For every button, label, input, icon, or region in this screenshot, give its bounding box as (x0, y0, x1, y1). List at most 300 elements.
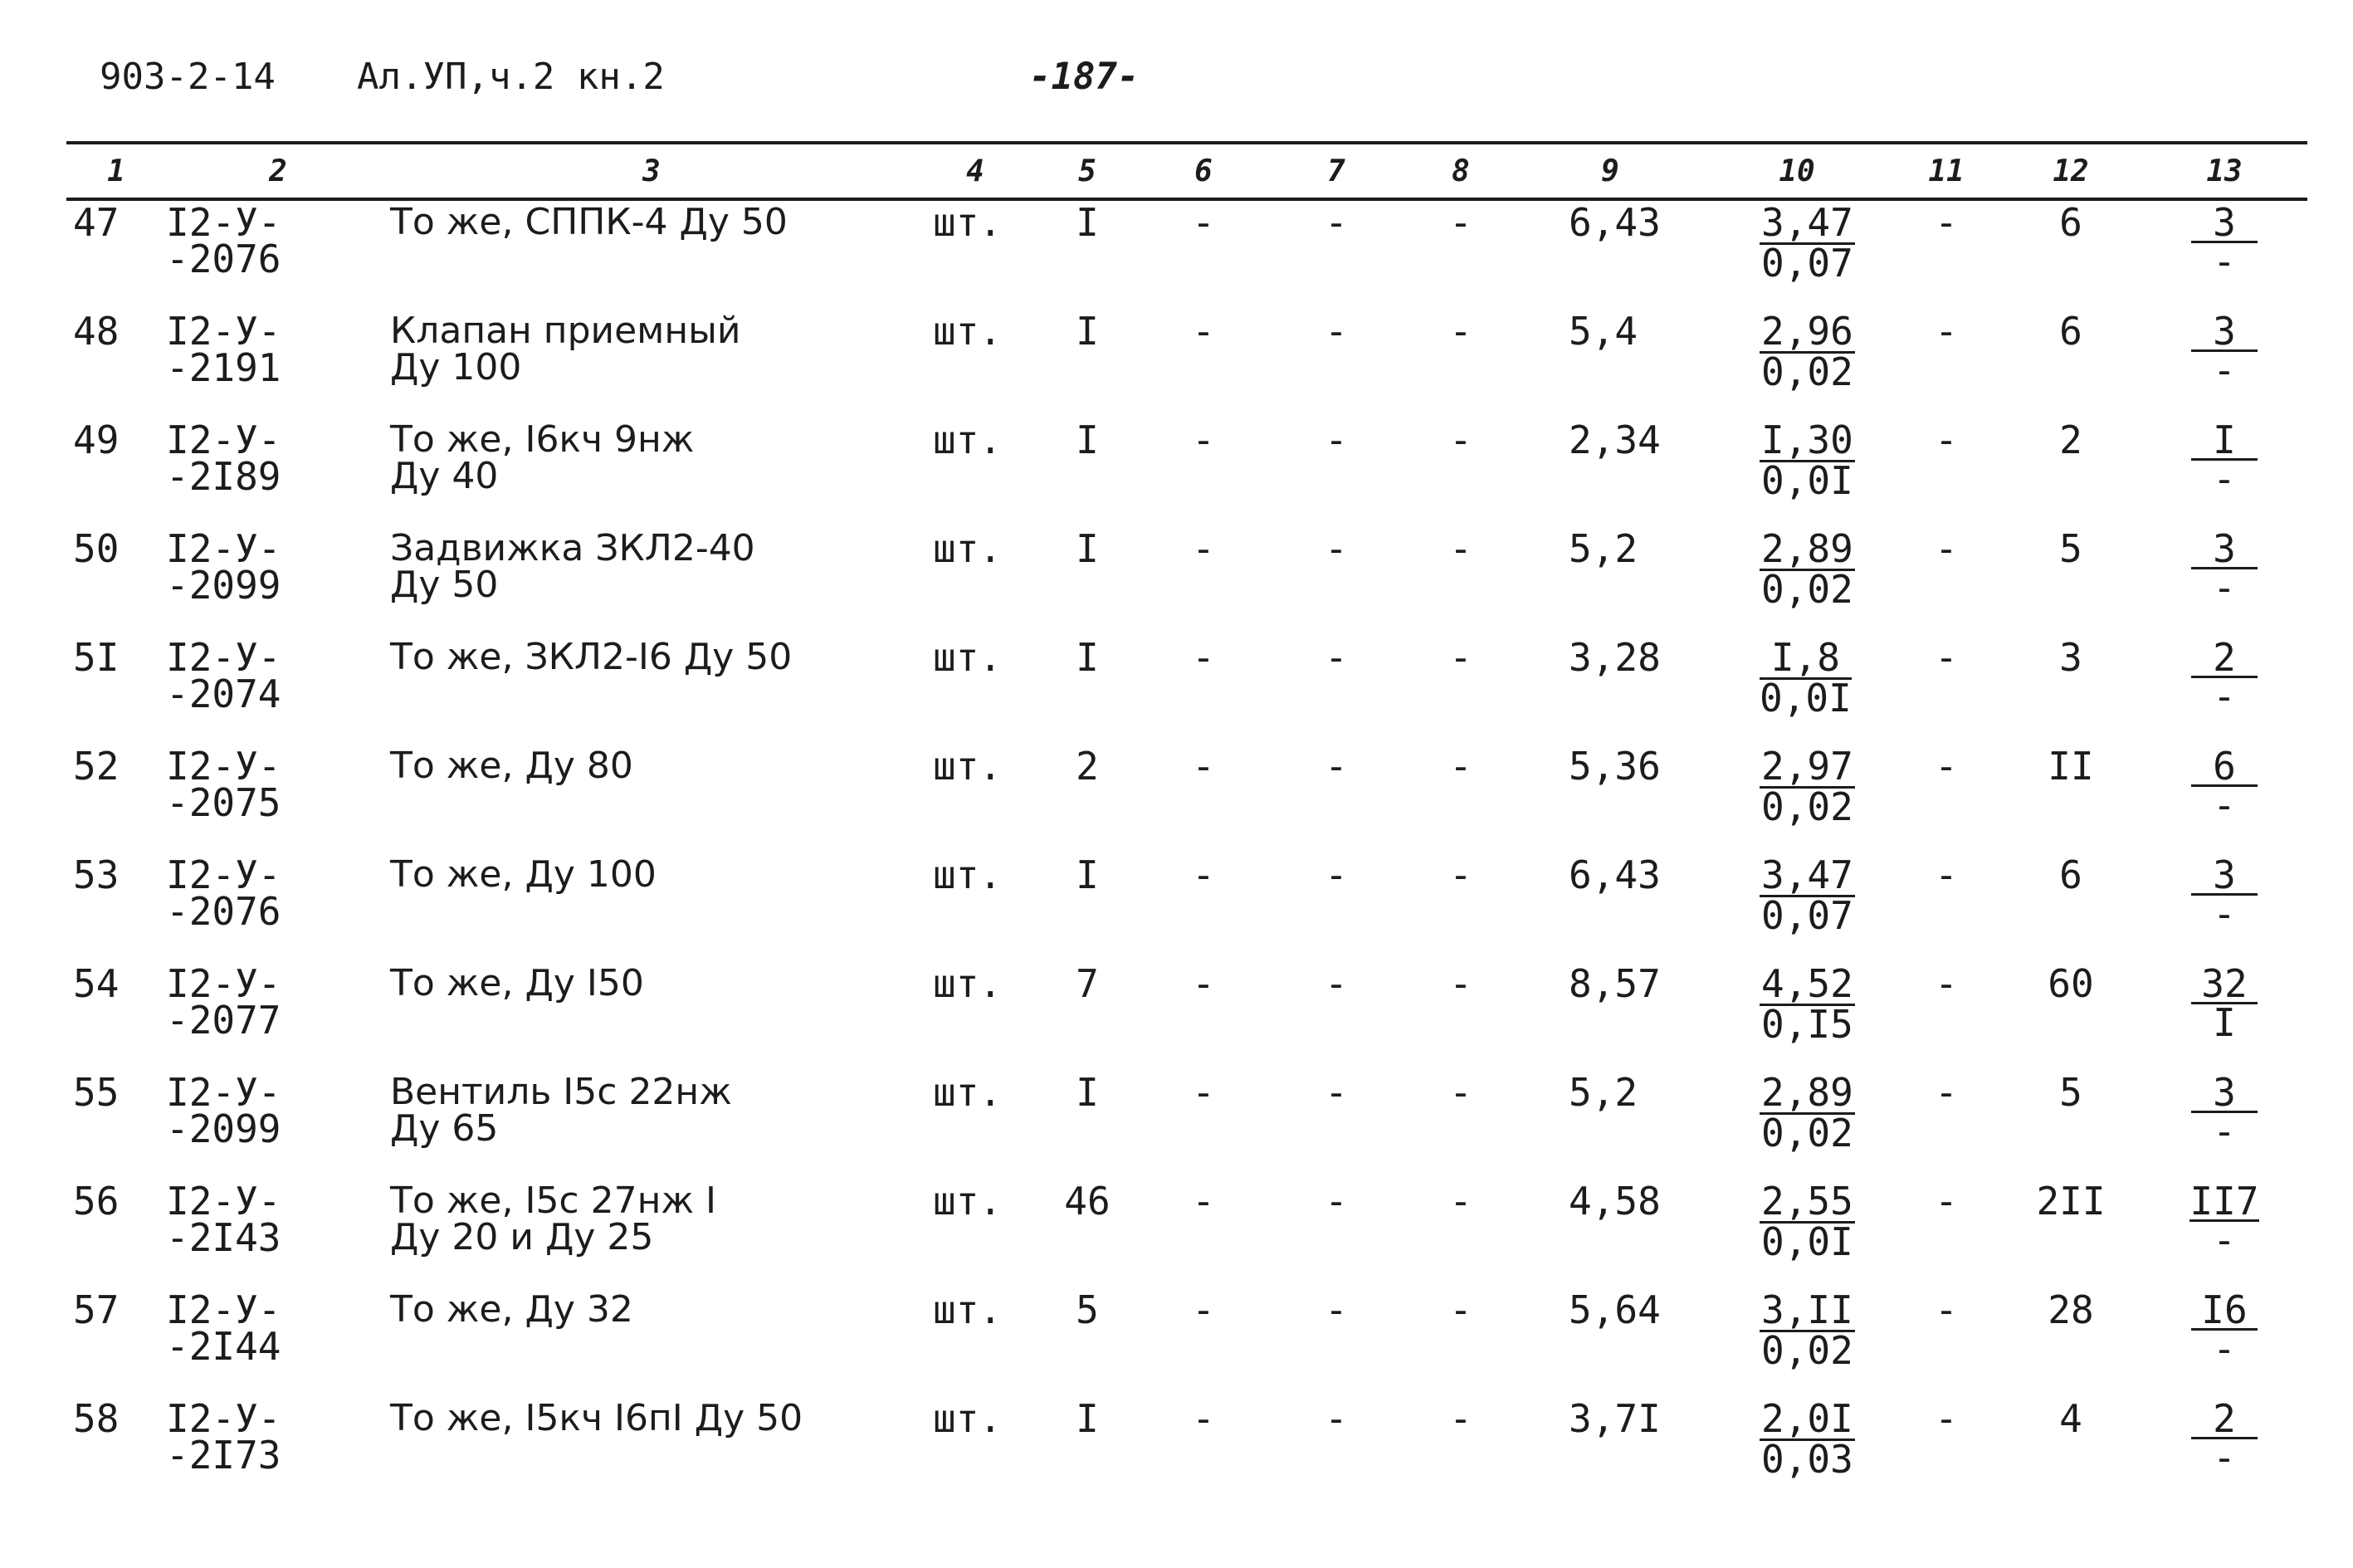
table-row (66, 1392, 2307, 1501)
fraction-denominator: - (2213, 1109, 2236, 1154)
fraction (1760, 852, 1855, 938)
item-name-line-2: Ду 100 (390, 346, 522, 388)
column-7-value: - (1325, 418, 1348, 462)
specification-table (66, 146, 2307, 1501)
price-code-line-1: I2-У- (166, 961, 281, 1006)
column-11-value: - (1935, 1396, 1958, 1441)
price-code-line-2: -2076 (166, 889, 281, 934)
fraction-denominator: 0,0I (1761, 1219, 1853, 1264)
price-code-line-2: -2099 (166, 1106, 281, 1151)
price-code (166, 1066, 390, 1175)
column-7-value: - (1325, 1287, 1348, 1332)
price-code-line-1: I2-У- (166, 1396, 281, 1441)
column-header-13: 13 (2206, 154, 2243, 188)
column-12-value: II (2048, 744, 2094, 789)
quantity: I (1076, 852, 1099, 897)
fraction-denominator: 0,0I (1761, 458, 1853, 503)
unit: шт. (933, 744, 1003, 789)
fraction-denominator: 0,03 (1761, 1437, 1853, 1482)
item-name-line-2: Ду 20 и Ду 25 (390, 1216, 654, 1258)
fraction (2191, 309, 2258, 393)
price-code (166, 1175, 390, 1283)
column-6-value: - (1192, 1070, 1215, 1115)
column-9-value: 5,2 (1569, 526, 1638, 571)
fraction-numerator: 3 (2191, 1074, 2258, 1113)
column-11-value: - (1935, 961, 1958, 1006)
column-6-value: - (1192, 309, 1215, 354)
fraction (1760, 961, 1855, 1047)
header-top-rule (66, 141, 2307, 144)
fraction-numerator: I (2191, 422, 2258, 461)
quantity: I (1076, 1070, 1099, 1115)
fraction (1760, 200, 1855, 286)
column-7-value: - (1325, 852, 1348, 897)
column-6-value: - (1192, 852, 1215, 897)
fraction (1760, 744, 1855, 829)
fraction (2191, 418, 2258, 501)
item-name (390, 631, 913, 740)
column-13-fraction (2141, 957, 2307, 1066)
column-12-value: 6 (2059, 852, 2082, 897)
column-6-value: - (1192, 744, 1215, 789)
price-code (166, 522, 390, 631)
price-code (166, 631, 390, 740)
column-8-value: - (1449, 1179, 1472, 1224)
column-7-value: - (1325, 1396, 1348, 1441)
item-name-line-1: То же, I5с 27нж I (390, 1180, 716, 1222)
column-12-value: 6 (2059, 309, 2082, 354)
fraction-denominator: - (2213, 891, 2236, 936)
fraction-denominator: - (2213, 565, 2236, 610)
column-8-value: - (1449, 418, 1472, 462)
fraction-numerator: I,30 (1761, 418, 1853, 462)
column-6-value: - (1192, 961, 1215, 1006)
price-code-line-1: I2-У- (166, 1179, 281, 1224)
column-10-fraction (1701, 196, 1892, 305)
column-12-value: 4 (2059, 1396, 2082, 1441)
column-header-3: 3 (642, 154, 661, 188)
column-12-value: 28 (2048, 1287, 2094, 1332)
item-name (390, 413, 913, 522)
fraction-denominator: 0,02 (1761, 1328, 1853, 1373)
column-13-fraction (2141, 522, 2307, 631)
price-code (166, 740, 390, 848)
item-name (390, 522, 913, 631)
row-number: 53 (73, 852, 120, 897)
column-11-value: - (1935, 1287, 1958, 1332)
table-row (66, 1066, 2307, 1175)
row-number: 57 (73, 1287, 120, 1332)
fraction-numerator: II7 (2189, 1179, 2259, 1224)
column-7-value: - (1325, 309, 1348, 354)
column-7-value: - (1325, 1179, 1348, 1224)
row-number: 48 (73, 309, 120, 354)
fraction-numerator: I6 (2191, 1292, 2258, 1331)
fraction-numerator: 6 (2191, 748, 2258, 787)
fraction (1760, 1179, 1855, 1264)
price-code (166, 196, 390, 305)
column-header-7: 7 (1327, 154, 1345, 188)
column-8-value: - (1449, 309, 1472, 354)
unit: шт. (933, 200, 1003, 245)
column-13-fraction (2141, 1175, 2307, 1283)
fraction-numerator: I,8 (1760, 639, 1852, 680)
column-11-value: - (1935, 852, 1958, 897)
column-10-fraction (1701, 957, 1892, 1066)
unit: шт. (933, 1396, 1003, 1441)
row-number: 56 (73, 1179, 120, 1224)
column-6-value: - (1192, 418, 1215, 462)
column-11-value: - (1935, 1070, 1958, 1115)
fraction-numerator: 2,0I (1761, 1396, 1853, 1441)
column-11-value: - (1935, 526, 1958, 571)
item-name-line-1: То же, Ду 80 (390, 745, 633, 787)
column-10-fraction (1701, 740, 1892, 848)
fraction-denominator: 0,I5 (1761, 1002, 1853, 1047)
fraction (1760, 1287, 1855, 1373)
column-7-value: - (1325, 200, 1348, 245)
price-code-line-2: -2I43 (166, 1215, 281, 1260)
unit: шт. (933, 852, 1003, 897)
price-code-line-1: I2-У- (166, 1070, 281, 1115)
column-10-fraction (1701, 1175, 1892, 1283)
fraction-denominator: 0,0I (1760, 676, 1852, 720)
row-number: 54 (73, 961, 120, 1006)
fraction-numerator: 3,II (1761, 1287, 1853, 1332)
fraction-denominator: 0,07 (1761, 893, 1853, 938)
price-code-line-1: I2-У- (166, 526, 281, 571)
column-11-value: - (1935, 200, 1958, 245)
fraction-denominator: - (2213, 1326, 2236, 1371)
price-code-line-1: I2-У- (166, 309, 281, 354)
column-13-fraction (2141, 196, 2307, 305)
column-13-fraction (2141, 631, 2307, 740)
fraction (2191, 526, 2258, 610)
fraction-numerator: 3 (2191, 204, 2258, 243)
price-code-line-2: -2I73 (166, 1433, 281, 1478)
fraction-numerator: 2 (2191, 1400, 2258, 1439)
album-reference: Ал.УП,ч.2 кн.2 (357, 56, 665, 98)
fraction (2191, 852, 2258, 936)
item-name-line-1: То же, Ду 100 (390, 853, 657, 896)
price-code (166, 305, 390, 413)
price-code-line-2: -2I89 (166, 454, 281, 499)
column-9-value: 4,58 (1569, 1179, 1661, 1224)
row-number: 58 (73, 1396, 120, 1441)
item-name (390, 305, 913, 413)
item-name-line-1: Клапан приемный (390, 310, 741, 352)
item-name (390, 1175, 913, 1283)
table-row (66, 305, 2307, 413)
row-number: 47 (73, 200, 120, 245)
fraction-denominator: - (2213, 674, 2236, 719)
column-9-value: 5,36 (1569, 744, 1661, 789)
column-12-value: 3 (2059, 635, 2082, 680)
column-header-2: 2 (269, 154, 287, 188)
fraction-denominator: 0,02 (1761, 349, 1853, 394)
column-7-value: - (1325, 635, 1348, 680)
table-row (66, 413, 2307, 522)
document-code: 903-2-14 (100, 56, 276, 98)
price-code-line-2: -2191 (166, 345, 281, 390)
price-code-line-2: -2075 (166, 780, 281, 825)
column-12-value: 6 (2059, 200, 2082, 245)
column-8-value: - (1449, 635, 1472, 680)
fraction (1760, 526, 1855, 612)
quantity: I (1076, 526, 1099, 571)
item-name-line-1: То же, ЗКЛ2-I6 Ду 50 (390, 636, 793, 678)
column-8-value: - (1449, 1287, 1472, 1332)
item-name-line-1: То же, СППК-4 Ду 50 (390, 201, 788, 243)
fraction-numerator: 4,52 (1761, 961, 1853, 1006)
fraction-numerator: 2,96 (1761, 309, 1853, 354)
column-7-value: - (1325, 526, 1348, 571)
quantity: I (1076, 200, 1099, 245)
item-name (390, 957, 913, 1066)
column-6-value: - (1192, 635, 1215, 680)
price-code (166, 957, 390, 1066)
fraction-numerator: 2 (2191, 639, 2258, 678)
column-11-value: - (1935, 635, 1958, 680)
price-code-line-2: -2099 (166, 563, 281, 608)
item-name-line-1: То же, I6кч 9нж (390, 418, 695, 461)
item-name-line-1: То же, I5кч I6пI Ду 50 (390, 1397, 803, 1439)
item-name (390, 1392, 913, 1501)
fraction-numerator: 2,89 (1761, 1070, 1853, 1115)
column-9-value: 8,57 (1569, 961, 1661, 1006)
fraction-numerator: 3,47 (1761, 852, 1853, 897)
column-8-value: - (1449, 961, 1472, 1006)
table-body (66, 196, 2307, 1501)
price-code-line-1: I2-У- (166, 635, 281, 680)
column-10-fraction (1701, 1066, 1892, 1175)
fraction (2189, 1179, 2259, 1263)
item-name (390, 196, 913, 305)
column-10-fraction (1701, 631, 1892, 740)
unit: шт. (933, 1179, 1003, 1224)
column-13-fraction (2141, 740, 2307, 848)
column-header-12: 12 (2053, 154, 2089, 188)
column-6-value: - (1192, 200, 1215, 245)
column-13-fraction (2141, 848, 2307, 957)
price-code-line-2: -2077 (166, 998, 281, 1043)
item-name-line-2: Ду 40 (390, 455, 499, 497)
price-code-line-2: -2I44 (166, 1324, 281, 1369)
row-number: 55 (73, 1070, 120, 1115)
fraction-denominator: - (2213, 1218, 2236, 1263)
price-code (166, 1392, 390, 1501)
column-header-8: 8 (1452, 154, 1470, 188)
table-row (66, 522, 2307, 631)
column-6-value: - (1192, 1287, 1215, 1332)
price-code-line-2: -2076 (166, 237, 281, 281)
quantity: I (1076, 309, 1099, 354)
fraction-numerator: 2,97 (1761, 744, 1853, 789)
fraction-denominator: - (2213, 1435, 2236, 1480)
column-number-row (66, 146, 2307, 196)
fraction (2191, 200, 2258, 284)
table-row (66, 1175, 2307, 1283)
fraction-denominator: 0,07 (1761, 241, 1853, 286)
column-12-value: 5 (2059, 1070, 2082, 1115)
fraction-denominator: - (2213, 348, 2236, 393)
table-row (66, 848, 2307, 957)
column-13-fraction (2141, 413, 2307, 522)
item-name (390, 1283, 913, 1392)
column-13-fraction (2141, 1066, 2307, 1175)
column-7-value: - (1325, 961, 1348, 1006)
fraction-numerator: 3,47 (1761, 200, 1853, 245)
quantity: I (1076, 635, 1099, 680)
unit: шт. (933, 309, 1003, 354)
fraction (1760, 418, 1855, 503)
column-header-10: 10 (1779, 154, 1815, 188)
column-header-9: 9 (1601, 154, 1619, 188)
column-9-value: 6,43 (1569, 200, 1661, 245)
column-13-fraction (2141, 1283, 2307, 1392)
column-9-value: 5,2 (1569, 1070, 1638, 1115)
column-12-value: 2 (2059, 418, 2082, 462)
column-7-value: - (1325, 744, 1348, 789)
quantity: 46 (1064, 1179, 1111, 1224)
column-10-fraction (1701, 413, 1892, 522)
column-8-value: - (1449, 200, 1472, 245)
fraction-numerator: 32 (2191, 965, 2258, 1004)
column-9-value: 2,34 (1569, 418, 1661, 462)
unit: шт. (933, 961, 1003, 1006)
column-9-value: 5,4 (1569, 309, 1638, 354)
row-number: 50 (73, 526, 120, 571)
column-11-value: - (1935, 744, 1958, 789)
quantity: 2 (1076, 744, 1099, 789)
table-row (66, 740, 2307, 848)
column-11-value: - (1935, 1179, 1958, 1224)
column-header-6: 6 (1194, 154, 1213, 188)
fraction-denominator: - (2213, 457, 2236, 501)
column-8-value: - (1449, 1396, 1472, 1441)
fraction (2191, 1396, 2258, 1480)
column-header-4: 4 (966, 154, 984, 188)
table-row (66, 631, 2307, 740)
unit: шт. (933, 526, 1003, 571)
fraction-numerator: 3 (2191, 530, 2258, 569)
column-11-value: - (1935, 418, 1958, 462)
price-code (166, 848, 390, 957)
column-11-value: - (1935, 309, 1958, 354)
column-10-fraction (1701, 848, 1892, 957)
fraction (2191, 961, 2258, 1045)
column-10-fraction (1701, 522, 1892, 631)
column-9-value: 5,64 (1569, 1287, 1661, 1332)
fraction-numerator: 2,89 (1761, 526, 1853, 571)
fraction (2191, 635, 2258, 719)
column-header-5: 5 (1078, 154, 1096, 188)
price-code-line-1: I2-У- (166, 852, 281, 897)
fraction-denominator: I (2213, 1000, 2236, 1045)
fraction-numerator: 2,55 (1761, 1179, 1853, 1224)
price-code (166, 413, 390, 522)
column-6-value: - (1192, 1396, 1215, 1441)
unit: шт. (933, 635, 1003, 680)
column-9-value: 3,28 (1569, 635, 1661, 680)
quantity: 5 (1076, 1287, 1099, 1332)
item-name (390, 1066, 913, 1175)
page-number: -187- (1029, 56, 1140, 98)
fraction (1760, 309, 1855, 394)
column-12-value: 5 (2059, 526, 2082, 571)
column-8-value: - (1449, 744, 1472, 789)
column-8-value: - (1449, 526, 1472, 571)
price-code-line-1: I2-У- (166, 200, 281, 245)
row-number: 49 (73, 418, 120, 462)
column-9-value: 3,7I (1569, 1396, 1661, 1441)
column-12-value: 2II (2036, 1179, 2106, 1224)
item-name-line-1: Задвижка ЗКЛ2-40 (390, 527, 755, 569)
unit: шт. (933, 1070, 1003, 1115)
item-name-line-1: Вентиль I5с 22нж (390, 1071, 732, 1113)
fraction (1760, 635, 1852, 720)
item-name-line-2: Ду 50 (390, 564, 499, 606)
fraction (1760, 1070, 1855, 1155)
row-number: 52 (73, 744, 120, 789)
quantity: 7 (1076, 961, 1099, 1006)
table-row (66, 1283, 2307, 1392)
column-6-value: - (1192, 1179, 1215, 1224)
item-name (390, 848, 913, 957)
fraction-denominator: 0,02 (1761, 567, 1853, 612)
column-8-value: - (1449, 1070, 1472, 1115)
fraction-numerator: 3 (2191, 313, 2258, 352)
fraction-numerator: 3 (2191, 857, 2258, 896)
column-8-value: - (1449, 852, 1472, 897)
row-number: 5I (73, 635, 120, 680)
quantity: I (1076, 1396, 1099, 1441)
fraction (2191, 744, 2258, 828)
price-code (166, 1283, 390, 1392)
column-7-value: - (1325, 1070, 1348, 1115)
unit: шт. (933, 418, 1003, 462)
fraction-denominator: - (2213, 783, 2236, 828)
column-10-fraction (1701, 305, 1892, 413)
column-9-value: 6,43 (1569, 852, 1661, 897)
item-name (390, 740, 913, 848)
table-row (66, 196, 2307, 305)
column-header-11: 11 (1928, 154, 1965, 188)
fraction (1760, 1396, 1855, 1482)
item-name-line-1: То же, Ду 32 (390, 1288, 633, 1331)
column-13-fraction (2141, 1392, 2307, 1501)
item-name-line-2: Ду 65 (390, 1107, 499, 1150)
table-row (66, 957, 2307, 1066)
column-12-value: 60 (2048, 961, 2094, 1006)
quantity: I (1076, 418, 1099, 462)
unit: шт. (933, 1287, 1003, 1332)
price-code-line-1: I2-У- (166, 744, 281, 789)
column-10-fraction (1701, 1392, 1892, 1501)
column-13-fraction (2141, 305, 2307, 413)
fraction (2191, 1070, 2258, 1154)
column-6-value: - (1192, 526, 1215, 571)
price-code-line-1: I2-У- (166, 418, 281, 462)
price-code-line-1: I2-У- (166, 1287, 281, 1332)
fraction-denominator: 0,02 (1761, 1111, 1853, 1155)
column-10-fraction (1701, 1283, 1892, 1392)
fraction (2191, 1287, 2258, 1371)
item-name-line-1: То же, Ду I50 (390, 962, 644, 1004)
column-header-1: 1 (107, 154, 125, 188)
price-code-line-2: -2074 (166, 672, 281, 716)
fraction-denominator: 0,02 (1761, 784, 1853, 829)
